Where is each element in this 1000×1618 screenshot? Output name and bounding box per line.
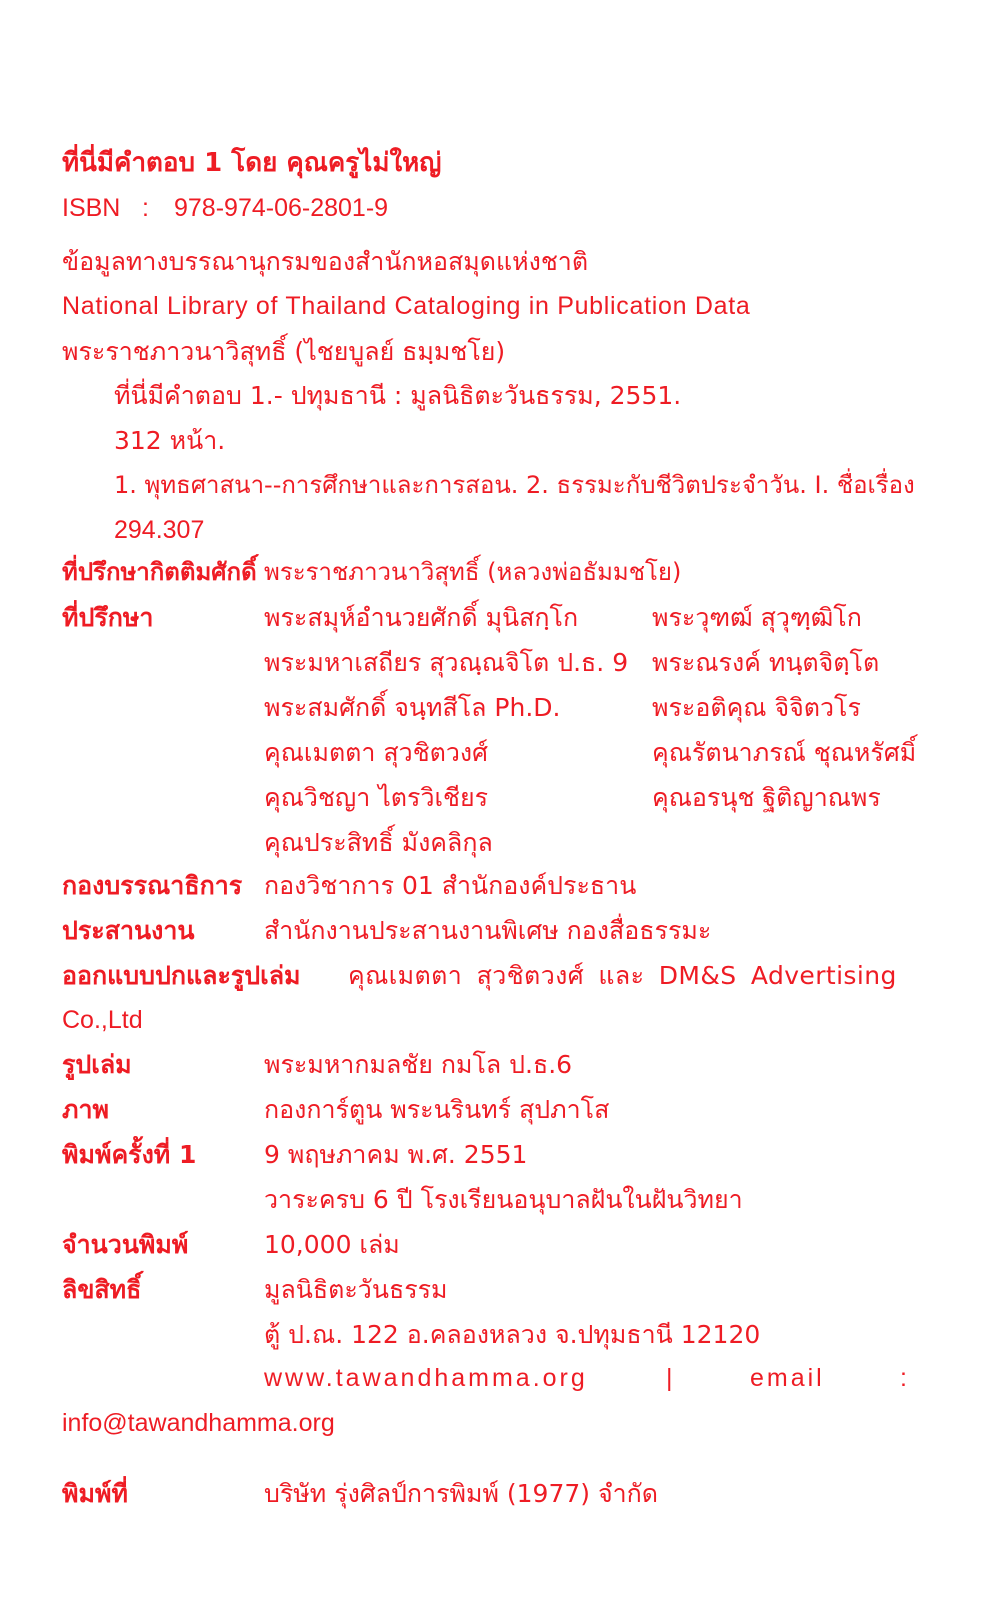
email-link[interactable]: info@tawandhamma.org <box>62 1409 335 1437</box>
advisor-name: คุณประสิทธิ์ มังคลิกุล <box>264 828 493 857</box>
advisor-name: คุณเมตตา สุวชิตวงศ์ <box>264 738 489 767</box>
print-run-value: 10,000 เล่ม <box>264 1230 400 1259</box>
book-title: ที่นี่มีคำตอบ 1 โดย คุณครูไม่ใหญ่ <box>62 148 442 178</box>
layout-label: รูปเล่ม <box>62 1050 132 1079</box>
advisor-name: พระสมุห์อำนวยศักดิ์ มุนิสกฺโก <box>264 603 579 632</box>
advisor-name: พระสมศักดิ์ จนฺทสีโล Ph.D. <box>264 693 561 722</box>
first-print-note: วาระครบ 6 ปี โรงเรียนอนุบาลฝันในฝันวิทยา <box>264 1185 743 1214</box>
cip-author: พระราชภาวนาวิสุทธิ์ (ไชยบูลย์ ธมฺมชโย) <box>62 337 506 366</box>
honorary-advisor-label: ที่ปรึกษากิตติมศักดิ์ <box>62 558 257 586</box>
illustration-value: กองการ์ตูน พระนรินทร์ สุปภาโส <box>264 1095 610 1124</box>
cip-classification: 294.307 <box>114 516 205 544</box>
print-run-label: จำนวนพิมพ์ <box>62 1230 189 1259</box>
layout-value: พระมหากมลชัย กมโล ป.ธ.6 <box>264 1050 573 1079</box>
cover-design-value: คุณเมตตา สุวชิตวงศ์ และ DM&S Advertising <box>348 961 897 990</box>
first-print-date: 9 พฤษภาคม พ.ศ. 2551 <box>264 1140 528 1169</box>
printer-label: พิมพ์ที่ <box>62 1479 128 1508</box>
isbn-separator: : <box>142 194 149 222</box>
editorial-label: กองบรรณาธิการ <box>62 871 243 900</box>
advisor-name: พระวุฑฒ์ สุวุฑฺฒิโก <box>652 603 862 632</box>
honorary-advisor-value: พระราชภาวนาวิสุทธิ์ (หลวงพ่อธัมมชโย) <box>264 558 682 586</box>
website-link[interactable]: www.tawandhamma.org <box>264 1364 588 1392</box>
advisor-name: พระมหาเสถียร สุวณฺณจิโต ป.ธ. 9 <box>264 648 629 677</box>
editorial-value: กองวิชาการ 01 สำนักองค์ประธาน <box>264 871 637 900</box>
cip-pages: 312 หน้า. <box>114 426 226 455</box>
copyright-label: ลิขสิทธิ์ <box>62 1275 142 1304</box>
copyright-address: ตู้ ป.ณ. 122 อ.คลองหลวง จ.ปทุมธานี 12120 <box>264 1320 761 1349</box>
advisor-name: คุณรัตนาภรณ์ ชุณหรัศมิ์ <box>652 738 917 767</box>
coordination-value: สำนักงานประสานงานพิเศษ กองสื่อธรรมะ <box>264 916 712 945</box>
email-separator: : <box>900 1364 907 1392</box>
advisor-name: พระอติคุณ จิจิตวโร <box>652 693 861 722</box>
advisor-name: คุณวิชญา ไตรวิเชียร <box>264 783 489 812</box>
isbn-value: 978-974-06-2801-9 <box>174 194 389 222</box>
cip-heading-th: ข้อมูลทางบรรณานุกรมของสำนักหอสมุดแห่งชาติ <box>62 247 589 276</box>
printer-value: บริษัท รุ่งศิลป์การพิมพ์ (1977) จำกัด <box>264 1479 659 1508</box>
first-print-label: พิมพ์ครั้งที่ 1 <box>62 1140 197 1169</box>
cip-imprint: ที่นี่มีคำตอบ 1.- ปทุมธานี : มูลนิธิตะวันธรรม, 2551. <box>114 381 682 410</box>
cip-heading-en: National Library of Thailand Cataloging in Publication Data <box>62 292 751 320</box>
link-divider: | <box>666 1364 673 1392</box>
illustration-label: ภาพ <box>62 1095 109 1124</box>
cover-design-label: ออกแบบปกและรูปเล่ม <box>62 961 301 990</box>
cover-design-value-cont: Co.,Ltd <box>62 1006 143 1034</box>
cip-subjects: 1. พุทธศาสนา--การศึกษาและการสอน. 2. ธรรมะกับชีวิตประจำวัน. I. ชื่อเรื่อง <box>114 471 915 499</box>
coordination-label: ประสานงาน <box>62 916 195 945</box>
email-label: email <box>750 1364 825 1392</box>
advisors-label: ที่ปรึกษา <box>62 603 154 632</box>
advisor-name: พระณรงค์ ทนฺตจิตฺโต <box>652 648 880 677</box>
advisor-name: คุณอรนุช ฐิติญาณพร <box>652 783 881 812</box>
isbn-label: ISBN <box>62 194 121 222</box>
copyright-owner: มูลนิธิตะวันธรรม <box>264 1275 448 1304</box>
